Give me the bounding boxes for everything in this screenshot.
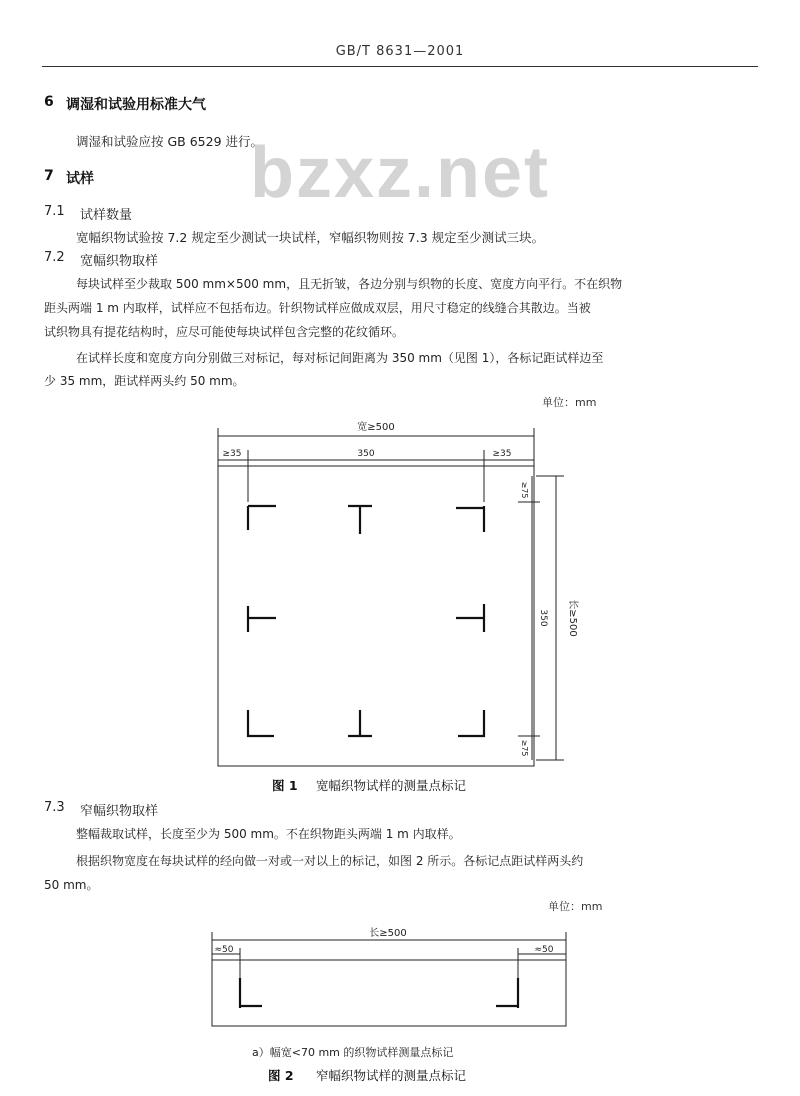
section-7-2-para1-line3: 试织物具有提花结构时，应尽可能使每块试样包含完整的花纹循环。 bbox=[44, 325, 405, 339]
figure-1-mark-spacing-dim: 350 bbox=[357, 449, 375, 459]
mark-middle-left bbox=[248, 606, 276, 632]
section-7-3-title: 窄幅织物取样 bbox=[80, 804, 159, 819]
figure-1-bottom-margin-dim: ≥75 bbox=[520, 739, 529, 757]
figure-1-unit-label: 单位：mm bbox=[542, 396, 597, 409]
section-6-text: 调湿和试验应按 GB 6529 进行。 bbox=[76, 134, 263, 149]
section-7-2-para2-line1: 在试样长度和宽度方向分别做三对标记，每对标记间距离为 350 mm（见图 1），各标记距试样边至 bbox=[76, 351, 604, 365]
figure-2-subcaption: a）幅宽<70 mm 的织物试样测量点标记 bbox=[252, 1046, 454, 1059]
figure-1-vertical-spacing-dim: 350 bbox=[538, 609, 548, 627]
mark-middle-right bbox=[456, 604, 484, 632]
section-6-title: 调湿和试验用标准大气 bbox=[66, 97, 206, 113]
figure-2-length-dim: 长≥500 bbox=[369, 928, 407, 939]
figure-2-diagram bbox=[200, 918, 580, 1034]
figure-2-right-end-dim: ≈50 bbox=[534, 945, 554, 955]
figure-2-left-end-dim: ≈50 bbox=[214, 945, 234, 955]
figure-1-diagram bbox=[200, 410, 600, 770]
section-7-3-number: 7.3 bbox=[44, 800, 65, 815]
section-7-1-text: 宽幅织物试验按 7.2 规定至少测试一块试样，窄幅织物则按 7.3 规定至少测试三块。 bbox=[76, 230, 545, 245]
section-7-3-para1: 整幅裁取试样，长度至少为 500 mm。不在织物距头两端 1 m 内取样。 bbox=[76, 827, 461, 841]
figure-1-right-margin-dim: ≥35 bbox=[492, 449, 512, 459]
section-7-2-title: 宽幅织物取样 bbox=[80, 254, 159, 269]
figure-2-caption-text: 窄幅织物试样的测量点标记 bbox=[316, 1068, 467, 1083]
mark-bottom-left bbox=[248, 710, 274, 736]
figure-2-mark-right bbox=[496, 978, 518, 1008]
section-6-number: 6 bbox=[44, 94, 54, 110]
figure-1-caption-text: 宽幅织物试样的测量点标记 bbox=[316, 778, 467, 793]
section-7-3-para2-line1: 根据织物宽度在每块试样的经向做一对或一对以上的标记，如图 2 所示。各标记点距试样两头约 bbox=[76, 854, 584, 868]
figure-1-width-dim: 宽≥500 bbox=[357, 422, 395, 433]
figure-1-top-margin-dim: ≥75 bbox=[520, 481, 529, 499]
mark-bottom-center bbox=[348, 710, 372, 736]
figure-2-specimen-outline bbox=[212, 960, 566, 1026]
figure-2-unit-label: 单位：mm bbox=[548, 900, 603, 913]
watermark: bzxz.net bbox=[249, 133, 551, 213]
mark-top-right bbox=[456, 506, 484, 532]
section-7-2-para1-line1: 每块试样至少裁取 500 mm×500 mm，且无折皱，各边分别与织物的长度、宽度方向平行。不在织物 bbox=[76, 277, 623, 291]
section-7-title: 试样 bbox=[66, 171, 94, 187]
mark-top-center bbox=[348, 506, 372, 534]
figure-1-specimen-outline bbox=[218, 466, 534, 766]
section-7-2-para1-line2: 距头两端 1 m 内取样，试样应不包括布边。针织物试样应做成双层，用尺寸稳定的线缝合其散边。当被 bbox=[44, 301, 591, 315]
figure-1-left-margin-dim: ≥35 bbox=[222, 449, 242, 459]
figure-1-length-dim: 长≥500 bbox=[567, 599, 578, 637]
figure-1-caption-number: 图 1 bbox=[272, 778, 298, 793]
figure-2-caption-number: 图 2 bbox=[268, 1068, 294, 1083]
section-7-2-para2-line2: 少 35 mm，距试样两头约 50 mm。 bbox=[44, 374, 245, 388]
section-7-1-title: 试样数量 bbox=[80, 208, 133, 223]
page-header-standard-code: GB/T 8631—2001 bbox=[335, 44, 465, 59]
header-rule bbox=[42, 66, 758, 67]
section-7-3-para2-line2: 50 mm。 bbox=[44, 878, 99, 892]
section-7-number: 7 bbox=[44, 168, 54, 184]
mark-bottom-right bbox=[458, 710, 484, 736]
section-7-1-number: 7.1 bbox=[44, 204, 65, 219]
figure-2-mark-left bbox=[240, 978, 262, 1008]
section-7-2-number: 7.2 bbox=[44, 250, 65, 265]
mark-top-left bbox=[248, 506, 276, 530]
